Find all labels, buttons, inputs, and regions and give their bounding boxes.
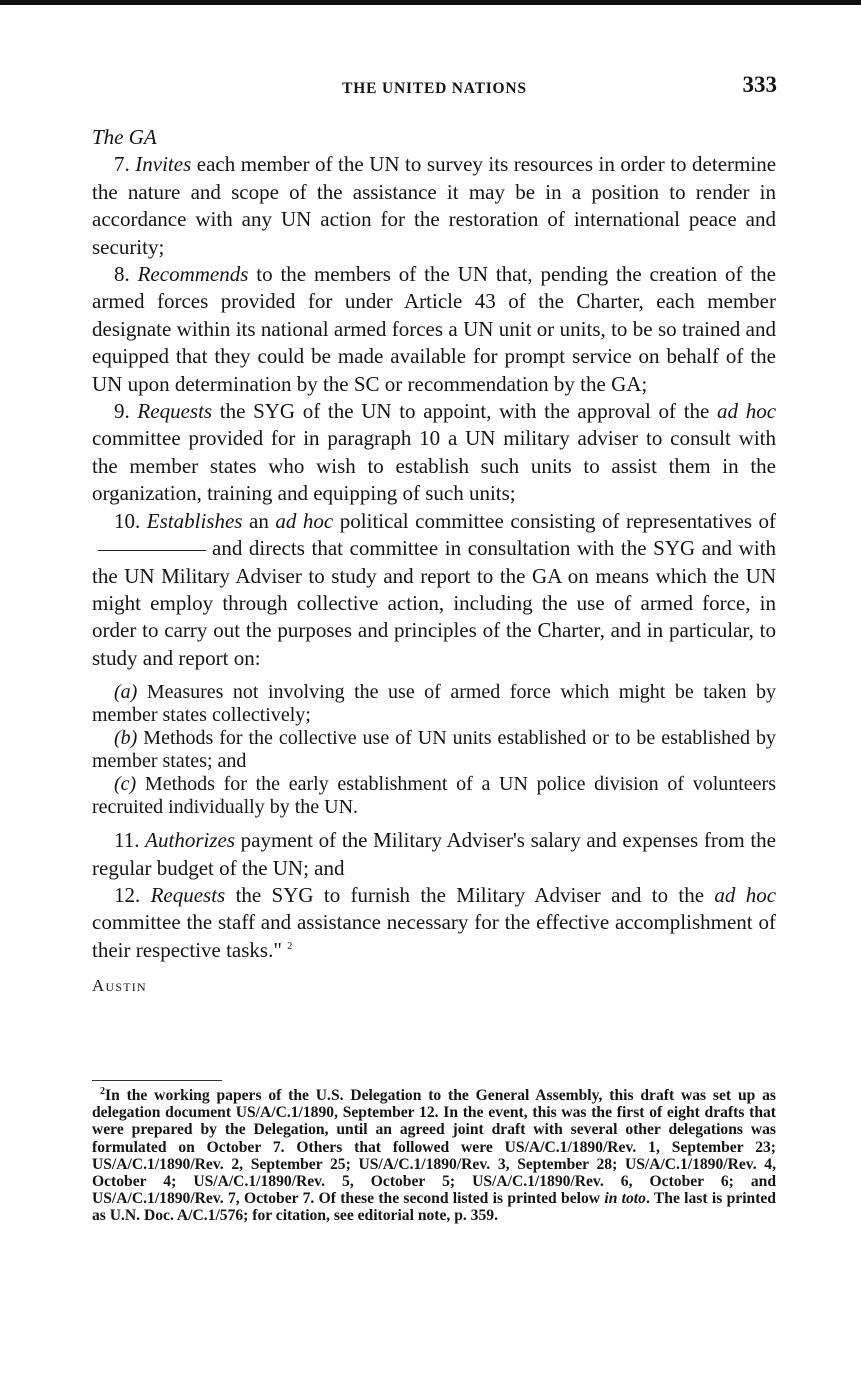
paragraph-text: an bbox=[249, 508, 269, 533]
latin-term: ad hoc bbox=[717, 399, 777, 424]
subitem-text: Methods for the collective use of UN units established or to be established by member states; and bbox=[92, 727, 777, 772]
footnote-divider bbox=[92, 1080, 222, 1081]
footnote-reference: 2 bbox=[287, 940, 293, 952]
footnote bbox=[92, 1087, 776, 1225]
footnote-marker: 2 bbox=[100, 1085, 105, 1097]
paragraph-text: payment of the Military Adviser's salary and expenses from the regular budget of the UN; and bbox=[92, 828, 777, 880]
paragraph-7 bbox=[92, 151, 776, 261]
subitem-list bbox=[92, 681, 776, 818]
paragraph-12 bbox=[92, 882, 776, 964]
paragraph-10 bbox=[92, 508, 776, 672]
paragraph-text: the SYG to furnish the Military Adviser and to the bbox=[235, 882, 705, 907]
operative-verb: Authorizes bbox=[145, 828, 235, 853]
paragraph-11 bbox=[92, 827, 776, 882]
list-item bbox=[92, 681, 776, 726]
paragraph-number: 7. bbox=[114, 152, 130, 177]
paragraph-text: political committee consisting of representatives of bbox=[339, 508, 777, 533]
footnote-text: . The last is printed as U.N. Doc. A/C.1/576; for citation, see editorial note, p. 359. bbox=[92, 1190, 776, 1225]
subitem-label: (b) bbox=[114, 727, 138, 750]
section-heading: The GA bbox=[92, 125, 157, 149]
subitem-label: (a) bbox=[114, 681, 138, 704]
paragraph-text: the SYG of the UN to appoint, with the approval of the bbox=[219, 399, 710, 424]
paragraph-9 bbox=[92, 398, 776, 508]
running-header bbox=[92, 72, 777, 108]
operative-verb: Recommends bbox=[137, 262, 249, 287]
list-item bbox=[92, 773, 776, 818]
paragraph-number: 8. bbox=[114, 262, 130, 287]
operative-verb: Invites bbox=[135, 152, 192, 177]
latin-term: ad hoc bbox=[275, 508, 334, 533]
subitem-label: (c) bbox=[114, 773, 137, 796]
paragraph-number: 9. bbox=[114, 399, 130, 424]
scan-top-border bbox=[0, 0, 861, 5]
paragraph-text: each member of the UN to survey its resources in order to determine the nature and scope of the assistance it may be in a position to render in accordance with any UN action for the restoration of international peace and security; bbox=[92, 152, 777, 259]
document-body bbox=[92, 124, 776, 1000]
paragraph-text: to the members of the UN that, pending the creation of the armed forces provided for under Article 43 of the Charter, each member designate within its national armed forces a UN unit or units, to be so trained and equipped that they could be made available for prompt service on behalf of the UN upon determination by the SC or recommendation by the GA; bbox=[92, 262, 776, 396]
paragraph-number: 10. bbox=[114, 508, 141, 533]
paragraph-8 bbox=[92, 261, 776, 398]
subitem-text: Methods for the early establishment of a UN police division of volunteers recruited individually by the UN. bbox=[92, 773, 777, 818]
operative-verb: Establishes bbox=[146, 508, 243, 533]
page-number: 333 bbox=[742, 72, 777, 97]
paragraph-number: 11. bbox=[114, 828, 140, 853]
footnote-emphasis: in toto bbox=[604, 1190, 646, 1208]
list-item bbox=[92, 727, 776, 772]
running-title: THE UNITED NATIONS bbox=[342, 80, 527, 97]
paragraph-text: committee the staff and assistance necessary for the effective accomplishment of their respective tasks." bbox=[92, 910, 776, 962]
paragraph-number: 12. bbox=[114, 882, 141, 907]
paragraph-text: committee provided for in paragraph 10 a UN military adviser to consult with the member states who wish to establish such units to assist them in the organization, training and equipping of such units; bbox=[92, 426, 776, 506]
footnote-text: In the working papers of the U.S. Delegation to the General Assembly, this draft was set up as delegation document US/A/C.1/1890, September 12. In the event, this was the first of eight drafts that were prepared by the Delegation, until an agreed joint draft with several other delegations was formulated on October 7. Others that followed were US/A/C.1/1890/Rev. 1, September 23; US/A/C.1/1890/Rev. 2, September 25; US/A/C.1/1890/Rev. 3, September 28; US/A/C.1/1890/Rev. 4, October 4; US/A/C.1/1890/Rev. 5, October 5; US/A/C.1/1890/Rev. 6, October 6; and US/A/C.1/1890/Rev. 7, October 7. Of these the second listed is printed below bbox=[92, 1087, 776, 1208]
blank-line bbox=[98, 549, 206, 551]
subitem-text: Measures not involving the use of armed force which might be taken by member states collectively; bbox=[92, 681, 776, 726]
operative-verb: Requests bbox=[150, 882, 226, 907]
signature: Austin bbox=[92, 976, 147, 996]
operative-verb: Requests bbox=[137, 399, 213, 424]
paragraph-text: and directs that committee in consultation with the SYG and with the UN Military Adviser to study and report to the GA on means which the UN might employ through collective action, including the use of armed force, in order to carry out the purposes and principles of the Charter, and in particular, to study and report on: bbox=[92, 536, 776, 670]
latin-term: ad hoc bbox=[714, 882, 777, 907]
